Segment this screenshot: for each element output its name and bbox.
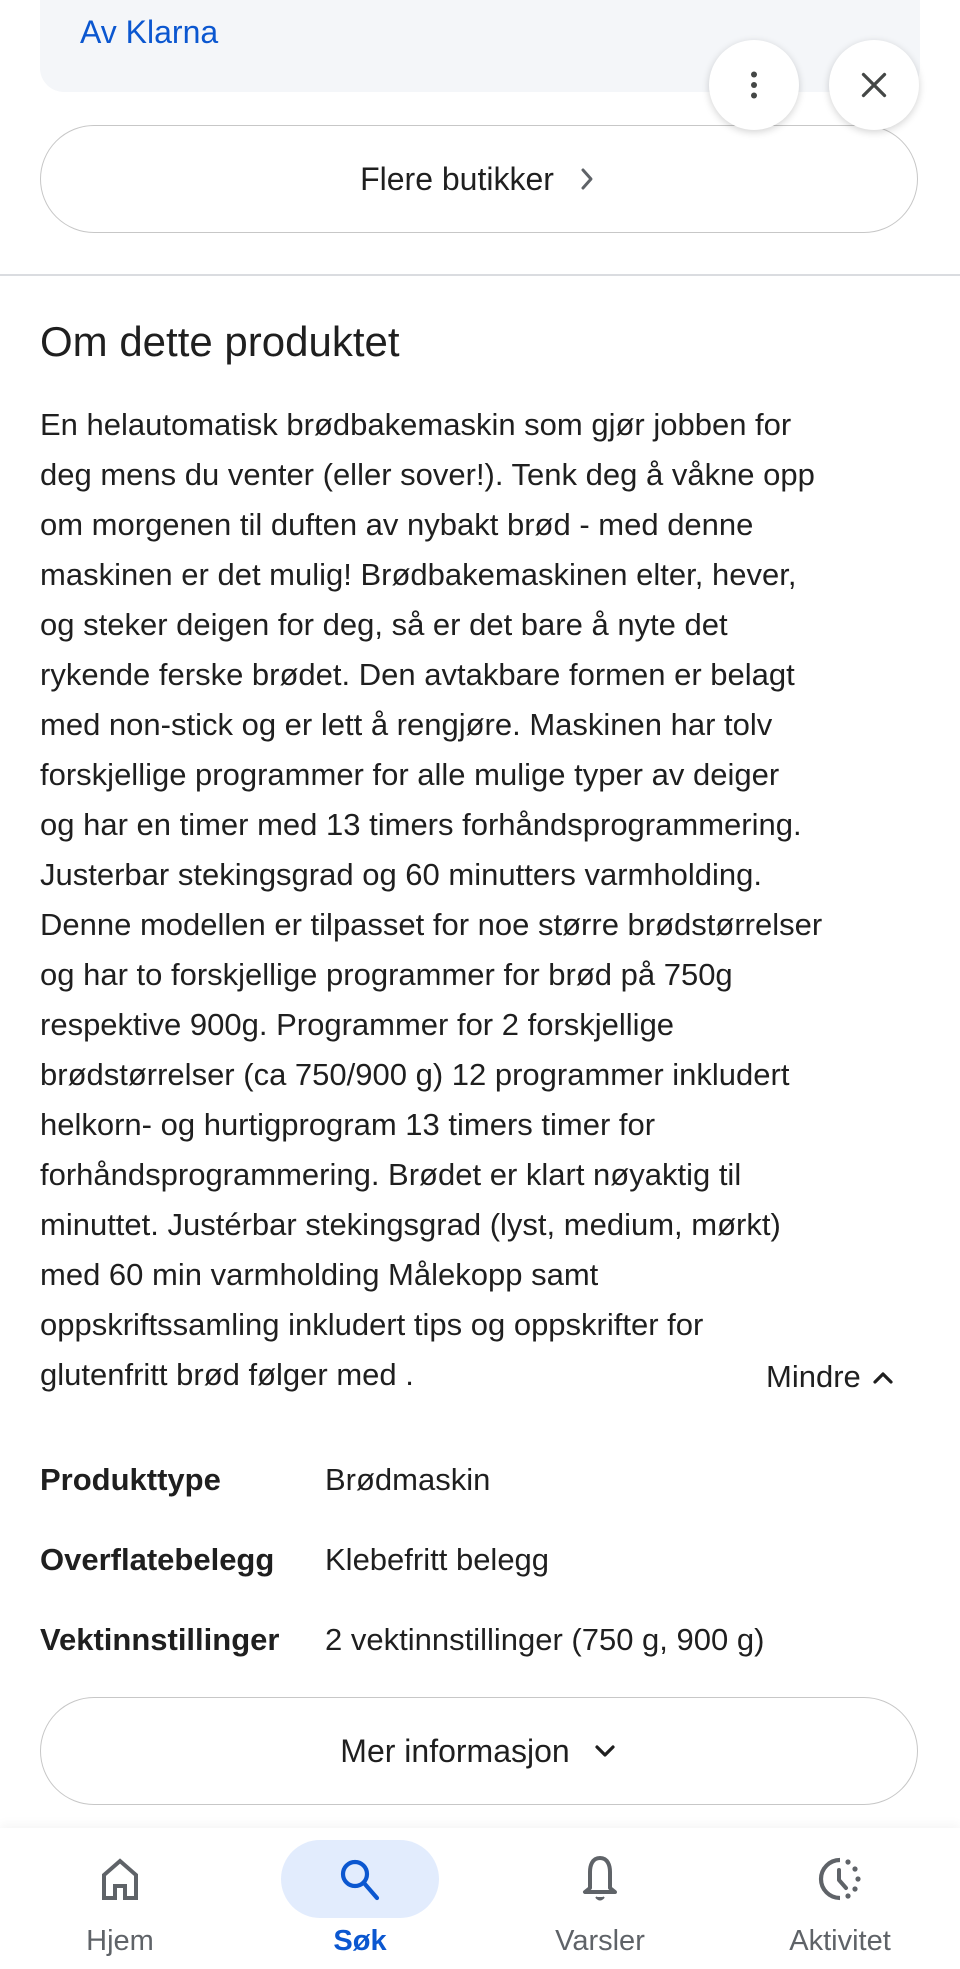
- description-line: rykende ferske brødet. Den avtakbare formen er belagt: [40, 657, 795, 692]
- more-stores-button[interactable]: [40, 125, 918, 233]
- spec-label: Vektinnstillinger: [40, 1622, 280, 1657]
- spec-row: [40, 1440, 920, 1520]
- description-line: Denne modellen er tilpasset for noe større brødstørrelser: [40, 907, 823, 942]
- nav-item-search[interactable]: [240, 1828, 480, 1969]
- description-line: oppskriftssamling inkludert tips og oppskrifter for: [40, 1307, 704, 1342]
- description-line: og har en timer med 13 timers forhåndsprogrammering.: [40, 807, 802, 842]
- nav-item-home[interactable]: [0, 1828, 240, 1969]
- chevron-right-icon: [576, 166, 598, 192]
- spec-label: Produkttype: [40, 1462, 221, 1497]
- spec-value: Klebefritt belegg: [325, 1542, 550, 1577]
- nav-item-activity[interactable]: [720, 1828, 960, 1969]
- nav-icon-container: [41, 1840, 199, 1918]
- show-less-label: Mindre: [766, 1359, 861, 1394]
- spec-row: [40, 1600, 920, 1680]
- description-line: og steker deigen for deg, så er det bare å nyte det: [40, 607, 728, 642]
- description-line: glutenfritt brød følger med .: [40, 1357, 414, 1392]
- description-line: om morgenen til duften av nybakt brød - med denne: [40, 507, 754, 542]
- description-line: helkorn- og hurtigprogram 13 timers timer for: [40, 1107, 656, 1142]
- close-icon: [856, 67, 892, 103]
- nav-icon-container: [281, 1840, 439, 1918]
- more-options-button[interactable]: [709, 40, 799, 130]
- description-line: forskjellige programmer for alle mulige typer av deiger: [40, 757, 780, 792]
- home-icon: [98, 1856, 142, 1902]
- chevron-down-icon: [592, 1741, 618, 1761]
- section-divider: [0, 274, 960, 276]
- description-line: brødstørrelser (ca 750/900 g) 12 programmer inkludert: [40, 1057, 790, 1092]
- more-info-label: Mer informasjon: [340, 1732, 570, 1769]
- close-button[interactable]: [829, 40, 919, 130]
- product-description: [40, 400, 920, 1400]
- more-info-button[interactable]: [40, 1697, 918, 1805]
- about-product-title: Om dette produktet: [40, 318, 400, 365]
- description-line: Justerbar stekingsgrad og 60 minutters varmholding.: [40, 857, 762, 892]
- description-line: forhåndsprogrammering. Brødet er klart nøyaktig til: [40, 1157, 742, 1192]
- spec-row: [40, 1520, 920, 1600]
- description-line: med non-stick og er lett å rengjøre. Maskinen har tolv: [40, 707, 773, 742]
- description-line: maskinen er det mulig! Brødbakemaskinen elter, hever,: [40, 557, 797, 592]
- spec-value: 2 vektinnstillinger (750 g, 900 g): [325, 1622, 765, 1657]
- description-line: respektive 900g. Programmer for 2 forskjellige: [40, 1007, 675, 1042]
- description-line: med 60 min varmholding Målekopp samt: [40, 1257, 599, 1292]
- description-line: En helautomatisk brødbakemaskin som gjør jobben for: [40, 407, 792, 442]
- search-icon: [337, 1856, 383, 1902]
- nav-label: Søk: [333, 1925, 387, 1957]
- description-line: deg mens du venter (eller sover!). Tenk deg å våkne opp: [40, 457, 815, 492]
- bell-icon: [578, 1854, 622, 1904]
- nav-label: Hjem: [86, 1925, 154, 1957]
- show-less-button[interactable]: [766, 1352, 895, 1402]
- activity-history-icon: [815, 1854, 865, 1904]
- nav-item-notifications[interactable]: [480, 1828, 720, 1969]
- nav-icon-container: [761, 1840, 919, 1918]
- description-line: og har to forskjellige programmer for brød på 750g: [40, 957, 733, 992]
- spec-value: Brødmaskin: [325, 1462, 491, 1497]
- product-specs: [40, 1440, 920, 1680]
- klarna-link[interactable]: Av Klarna: [80, 14, 219, 50]
- chevron-up-icon: [871, 1368, 895, 1386]
- bottom-navigation: [0, 1828, 960, 1969]
- nav-icon-container: [521, 1840, 679, 1918]
- more-vert-icon: [736, 67, 772, 103]
- nav-label: Aktivitet: [789, 1925, 891, 1957]
- spec-label: Overflatebelegg: [40, 1542, 275, 1577]
- more-stores-label: Flere butikker: [360, 160, 554, 197]
- description-line: minuttet. Justérbar stekingsgrad (lyst, medium, mørkt): [40, 1207, 781, 1242]
- nav-label: Varsler: [555, 1925, 645, 1957]
